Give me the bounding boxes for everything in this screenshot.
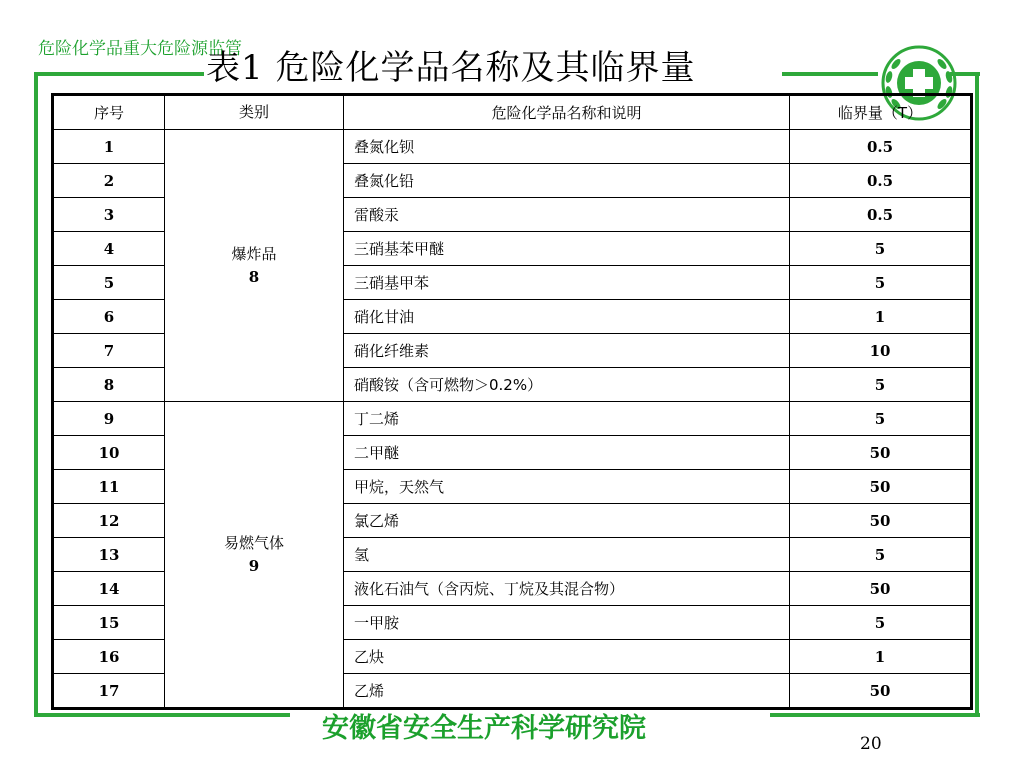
table-row bbox=[53, 402, 972, 436]
chemical-name: 硝化甘油 bbox=[344, 300, 790, 334]
header-note: 危险化学品重大危险源监管 bbox=[38, 39, 242, 59]
threshold-quantity: 1 bbox=[790, 640, 972, 674]
col-header-number: 序号 bbox=[53, 95, 165, 130]
row-number: 1 bbox=[53, 130, 165, 164]
col-header-threshold: 临界量（T） bbox=[790, 95, 972, 130]
frame-right bbox=[975, 76, 979, 716]
category-label: 爆炸品 bbox=[231, 245, 277, 263]
chemical-name: 甲烷，天然气 bbox=[344, 470, 790, 504]
row-number: 15 bbox=[53, 606, 165, 640]
threshold-quantity: 5 bbox=[790, 402, 972, 436]
chemical-name: 雷酸汞 bbox=[344, 198, 790, 232]
threshold-quantity: 50 bbox=[790, 436, 972, 470]
frame-top-left bbox=[34, 72, 204, 76]
threshold-quantity: 50 bbox=[790, 572, 972, 606]
row-number: 16 bbox=[53, 640, 165, 674]
chemical-name: 叠氮化钡 bbox=[344, 130, 790, 164]
row-number: 17 bbox=[53, 674, 165, 709]
chemical-name: 乙炔 bbox=[344, 640, 790, 674]
threshold-quantity: 5 bbox=[790, 368, 972, 402]
chemical-name: 三硝基苯甲醚 bbox=[344, 232, 790, 266]
threshold-quantity: 1 bbox=[790, 300, 972, 334]
row-number: 7 bbox=[53, 334, 165, 368]
threshold-quantity: 5 bbox=[790, 538, 972, 572]
row-number: 5 bbox=[53, 266, 165, 300]
threshold-quantity: 5 bbox=[790, 232, 972, 266]
threshold-quantity: 0.5 bbox=[790, 164, 972, 198]
threshold-quantity: 50 bbox=[790, 470, 972, 504]
frame-top-right bbox=[782, 72, 878, 76]
row-number: 11 bbox=[53, 470, 165, 504]
chemical-name: 三硝基甲苯 bbox=[344, 266, 790, 300]
page-number: 20 bbox=[860, 734, 882, 754]
frame-left bbox=[34, 76, 38, 716]
threshold-quantity: 50 bbox=[790, 674, 972, 709]
row-number: 6 bbox=[53, 300, 165, 334]
category-cell bbox=[165, 402, 344, 709]
table-row bbox=[53, 130, 972, 164]
threshold-quantity: 10 bbox=[790, 334, 972, 368]
chemical-name: 二甲醚 bbox=[344, 436, 790, 470]
row-number: 13 bbox=[53, 538, 165, 572]
col-header-category: 类别 bbox=[165, 95, 344, 130]
row-number: 14 bbox=[53, 572, 165, 606]
chemical-name: 氯乙烯 bbox=[344, 504, 790, 538]
category-label: 易燃气体 bbox=[223, 534, 284, 552]
chemical-name: 硝化纤维素 bbox=[344, 334, 790, 368]
chemical-name: 一甲胺 bbox=[344, 606, 790, 640]
chemical-name: 乙烯 bbox=[344, 674, 790, 709]
category-cell bbox=[165, 130, 344, 402]
row-number: 2 bbox=[53, 164, 165, 198]
threshold-quantity: 0.5 bbox=[790, 130, 972, 164]
chemical-name: 硝酸铵（含可燃物＞0.2%） bbox=[344, 368, 790, 402]
row-number: 12 bbox=[53, 504, 165, 538]
row-number: 9 bbox=[53, 402, 165, 436]
footer-organization: 安徽省安全生产科学研究院 bbox=[322, 713, 646, 744]
chemical-name: 液化石油气（含丙烷、丁烷及其混合物） bbox=[344, 572, 790, 606]
chemical-threshold-table bbox=[51, 93, 973, 710]
table-body bbox=[53, 130, 972, 709]
threshold-quantity: 0.5 bbox=[790, 198, 972, 232]
page-title: 表1 危险化学品名称及其临界量 bbox=[206, 48, 696, 88]
row-number: 3 bbox=[53, 198, 165, 232]
col-header-name: 危险化学品名称和说明 bbox=[344, 95, 790, 130]
frame-bottom-right bbox=[770, 713, 980, 717]
threshold-quantity: 5 bbox=[790, 266, 972, 300]
row-number: 10 bbox=[53, 436, 165, 470]
frame-bottom-left bbox=[34, 713, 290, 717]
row-number: 4 bbox=[53, 232, 165, 266]
chemical-name: 氢 bbox=[344, 538, 790, 572]
threshold-quantity: 50 bbox=[790, 504, 972, 538]
chemical-name: 丁二烯 bbox=[344, 402, 790, 436]
chemical-name: 叠氮化铅 bbox=[344, 164, 790, 198]
table-header-row bbox=[53, 95, 972, 130]
category-count: 8 bbox=[248, 267, 260, 286]
threshold-quantity: 5 bbox=[790, 606, 972, 640]
category-count: 9 bbox=[248, 556, 260, 575]
row-number: 8 bbox=[53, 368, 165, 402]
